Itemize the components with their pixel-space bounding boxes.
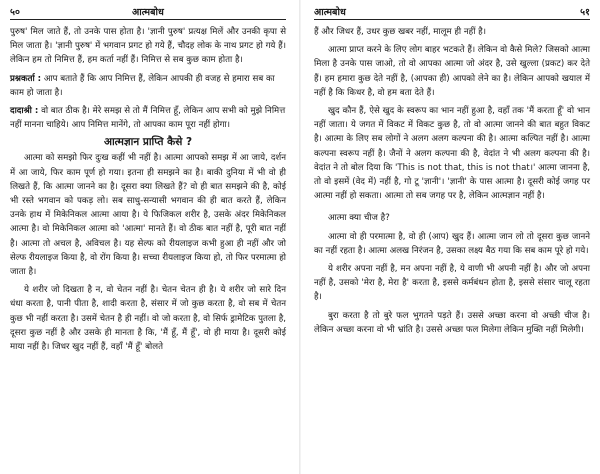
- question-text: आप बताते हैं कि आप निमित्त हैं, लेकिन आपकी ही वजह से हमारा सब का काम हो जाता है।: [10, 73, 275, 98]
- right-para-2: आत्मा प्राप्त करने के लिए लोग बाहर भटकते हैं। लेकिन वो कैसे मिले? जिसको आत्मा मिला है उनके पास जाओ, तो वो आपका आत्मा जो अंदर है, उसे खुल्ला (प्रकट) कर देते हैं। हम हमारा कुछ देते नहीं है, (आपका ही) आपको लेने का है। लेकिन आपको खयाल में नहीं है कि किधर है, वो हम बता देते हैं।: [314, 45, 590, 98]
- left-page-number: ५०: [10, 7, 20, 18]
- right-para-3: खुद कौन हैं, ऐसे खुद के स्वरूप का भान नहीं हुआ है, वहाँ तक 'मैं करता हूँ' वो भान नहीं जाता। ये जगत में विकट में विकट कुछ है, तो वो आत्मा जानने की बात बहुत विकट है। आत्मा के लिए सब लोगों ने अलग अलग कल्पना की है। आत्मा कल्पित नहीं है। आत्मा कल्पना स्वरूप नहीं है। जैनों ने अलग कल्पना की है, वेदांत ने भी अलग कल्पना की है। वेदांत ने तो बोल दिया कि 'This is not that, this is not that।' आत्मा जानना है, तो वो इसमें (वेद में) नहीं है, गो टू 'ज्ञानी'। 'ज्ञानी' के पास आत्मा है। दूसरी कोई जगह पर आत्मा नहीं हो सकता। आत्मा तो सब जगह पर है, लेकिन आत्मज्ञान नहीं है।: [314, 106, 590, 202]
- right-page: [300, 0, 600, 474]
- left-para-2: आत्मा को समझो फिर दुःख कहीं भी नहीं है। आत्मा आपको समझ में आ जाये, दर्शन में आ जाये, फिर काम पूर्ण हो गया। इतना ही समझने का है। बाकी दुनिया में भी वो ही लिखते हैं, कि आत्मा जानने का है। दूसरा क्या लिखते हैं? वो ही बात समझने की है, कोई भी रस्ते भगवान को पकड़ लो। सब साधु-सन्यासी भगवान की ही बात करते हैं, लेकिन उनके हाथ में मिकेनिकल आत्मा आया है। ये फिजिकल शरीर है, उसके अंदर मिकेनिकल आत्मा है। वो मिकेनिकल आत्मा को 'आत्मा' मानते हैं। वो ठीक बात नहीं है, पूरी बात नहीं है। आत्मा तो अचल है, अविचल है। यह सेल्फ को रीयलाइज कभी हुआ ही नहीं और जो सेल्फ रीयलाइज किया है, वो रोंग किया है। सच्चा रीयलाइज किया हो, तो फिर परमात्मा हो जाता है।: [10, 153, 286, 278]
- right-para-5: ये शरीर अपना नहीं है, मन अपना नहीं है, ये वाणी भी अपनी नहीं है। और जो अपना नहीं है, उसको 'मेरा है, मेरा है' करता है, इससे कर्मबंधन होता है, इससे संसार चालू रहता है।: [314, 264, 590, 303]
- answer-text: वो बात ठीक है। मेरे समझ से तो मैं निमित्त हूँ, लेकिन आप सभी को मुझे निमित्त नहीं मानना चाहिये। आप निमित्त मानेंगे, तो आपका काम पूरा नहीं होगा।: [10, 106, 286, 131]
- section-heading: आत्मज्ञान प्राप्ति कैसे ?: [103, 136, 193, 149]
- left-page-header: [10, 4, 286, 20]
- right-page-header: [314, 4, 590, 20]
- right-question: आत्मा क्या चीज है?: [328, 213, 390, 224]
- right-para-6: बुरा करता है तो बुरे फल भुगतने पड़ते हैं। उससे अच्छा करना वो अच्छी चीज है। लेकिन अच्छा करना वो भी भ्रांति है। उससे अच्छा फल मिलेगा लेकिन मुक्ति नहीं मिलेगी।: [314, 310, 590, 335]
- right-page-number: ५१: [580, 7, 590, 18]
- right-para-4: आत्मा वो ही परमात्मा है, वो ही (आप) खुद हैं। आत्मा जान लो तो दूसरा कुछ जानने का नहीं रहता है। आत्मा अलख निरंजन है, उसका लक्ष्य बैठ गया कि सब काम पूरे हो गये।: [314, 231, 590, 256]
- left-running-title: आत्मबोध: [132, 7, 164, 18]
- right-running-title: आत्मबोध: [314, 7, 346, 18]
- qa-question: [10, 72, 286, 100]
- left-para-3: ये शरीर जो दिखता है न, वो चेतन नहीं है। चेतन चेतन ही है। ये शरीर जो सारे दिन धंधा करता है, पानी पीता है, शादी करता है, संसार में जो कुछ करता है, वो सब में चेतन कुछ भी नहीं करता है। उसमें चेतन है ही नहीं। वो जो करता है, वो सिर्फ ड्रामेटिक पुतला है, दूसरा कुछ नहीं है और उसके ही मानता है कि, 'मैं हूँ, मैं हूँ', वो ही माया है। दूसरी कोई माया नहीं है। जिधर खुद नहीं हैं, वहाँ 'मैं हूँ' बोलते: [10, 285, 286, 353]
- questioner-label: प्रश्नकर्ता :: [10, 73, 42, 84]
- answerer-label: दादाश्री :: [10, 106, 39, 117]
- left-para-1: पुरुष' मिल जाते हैं, तो उनके पास होता है। 'ज्ञानी पुरुष' प्रत्यक्ष मिलें और उनकी कृपा से मिल जाता है। 'ज्ञानी पुरुष' में भगवान प्रगट हो गये हैं, चौदह लोक के नाथ प्रगट हो गये हैं। लेकिन हम तो निमित्त हैं, हम कर्ता नहीं हैं। निमित्त से सब कुछ काम होता है।: [10, 27, 286, 66]
- qa-answer: [10, 104, 286, 132]
- right-para-1: हैं और जिधर हैं, उधर कुछ खबर नहीं, मालूम ही नहीं है।: [314, 27, 486, 37]
